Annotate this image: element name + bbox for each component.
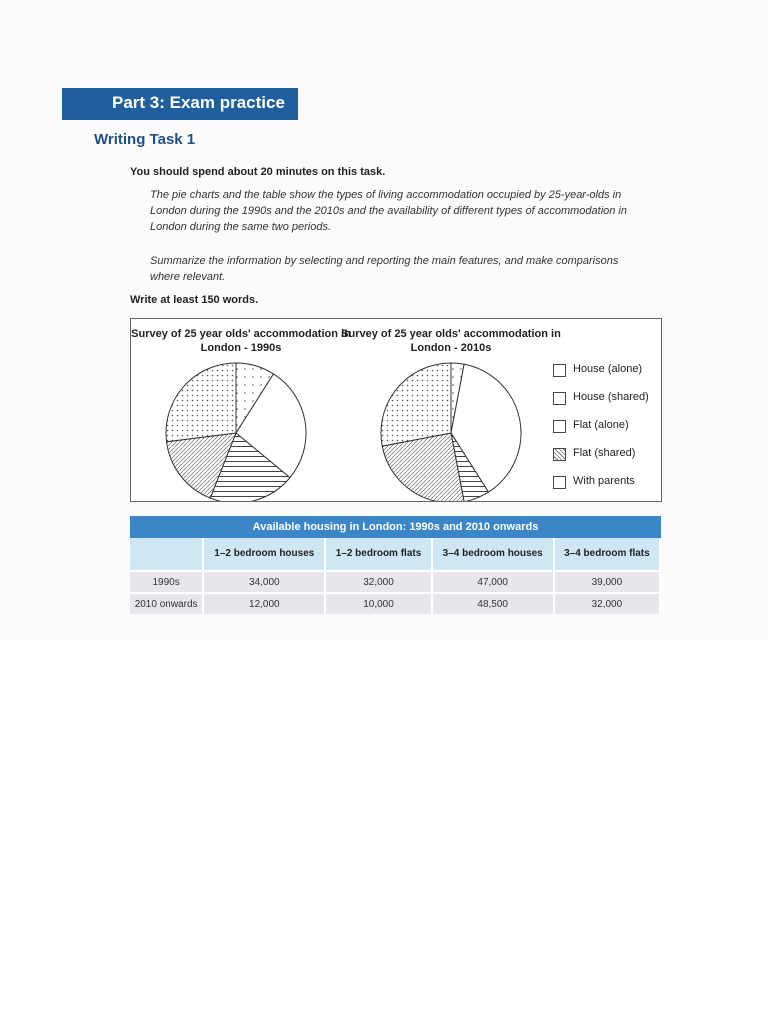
table-cell: 12,000 [204,592,326,614]
table-row [130,570,661,592]
task-summary-instruction: Summarize the information by selecting and reporting the main features, and make comparisons where relevant. [150,255,619,283]
part-title: Part 3: Exam practice [112,93,285,112]
task-title: Writing Task 1 [94,131,196,148]
task-description: The pie charts and the table show the types of living accommodation occupied by 25-year-olds in London during the 1990s and the 2010s and the availability of different types of accommodation in London during the same two periods. [150,189,627,233]
legend-label: With parents [573,475,635,487]
column-header: 1–2 bedroom flats [326,538,432,570]
row-header: 2010 onwards [130,592,204,614]
part-banner [62,88,298,120]
pie-chart-title-2010s: Survey of 25 year olds' accommodation in London - 2010s [341,328,561,354]
table-cell: 32,000 [326,570,432,592]
pie-slice-with-parents [166,363,236,442]
table-header-row [130,538,661,570]
column-header: 3–4 bedroom houses [433,538,555,570]
legend-swatch [553,364,566,377]
legend-label: House (alone) [573,363,643,375]
table-cell: 10,000 [326,592,432,614]
column-header: 1–2 bedroom houses [204,538,326,570]
table-cell: 47,000 [433,570,555,592]
pie-charts-svg [131,319,661,501]
housing-table [130,516,661,614]
legend-swatch [553,476,566,489]
legend-label: Flat (alone) [573,419,629,431]
table-caption: Available housing in London: 1990s and 2010 onwards [130,516,661,538]
pie-chart-title-1990s: Survey of 25 year olds' accommodation in London - 1990s [131,328,351,354]
legend-swatch [553,392,566,405]
row-header: 1990s [130,570,204,592]
column-header: 3–4 bedroom flats [555,538,661,570]
word-count-instruction: Write at least 150 words. [130,294,259,306]
legend-label: House (shared) [573,391,649,403]
time-instruction: You should spend about 20 minutes on this task. [130,166,386,178]
pie-charts-panel [130,318,662,502]
pie-slice-with-parents [381,363,451,446]
table-cell: 39,000 [555,570,661,592]
table-corner-cell [130,538,204,570]
legend-label: Flat (shared) [573,447,636,459]
legend-swatch [553,420,566,433]
table-cell: 34,000 [204,570,326,592]
table-cell: 32,000 [555,592,661,614]
table-cell: 48,500 [433,592,555,614]
legend-swatch [553,448,566,461]
table-row [130,592,661,614]
